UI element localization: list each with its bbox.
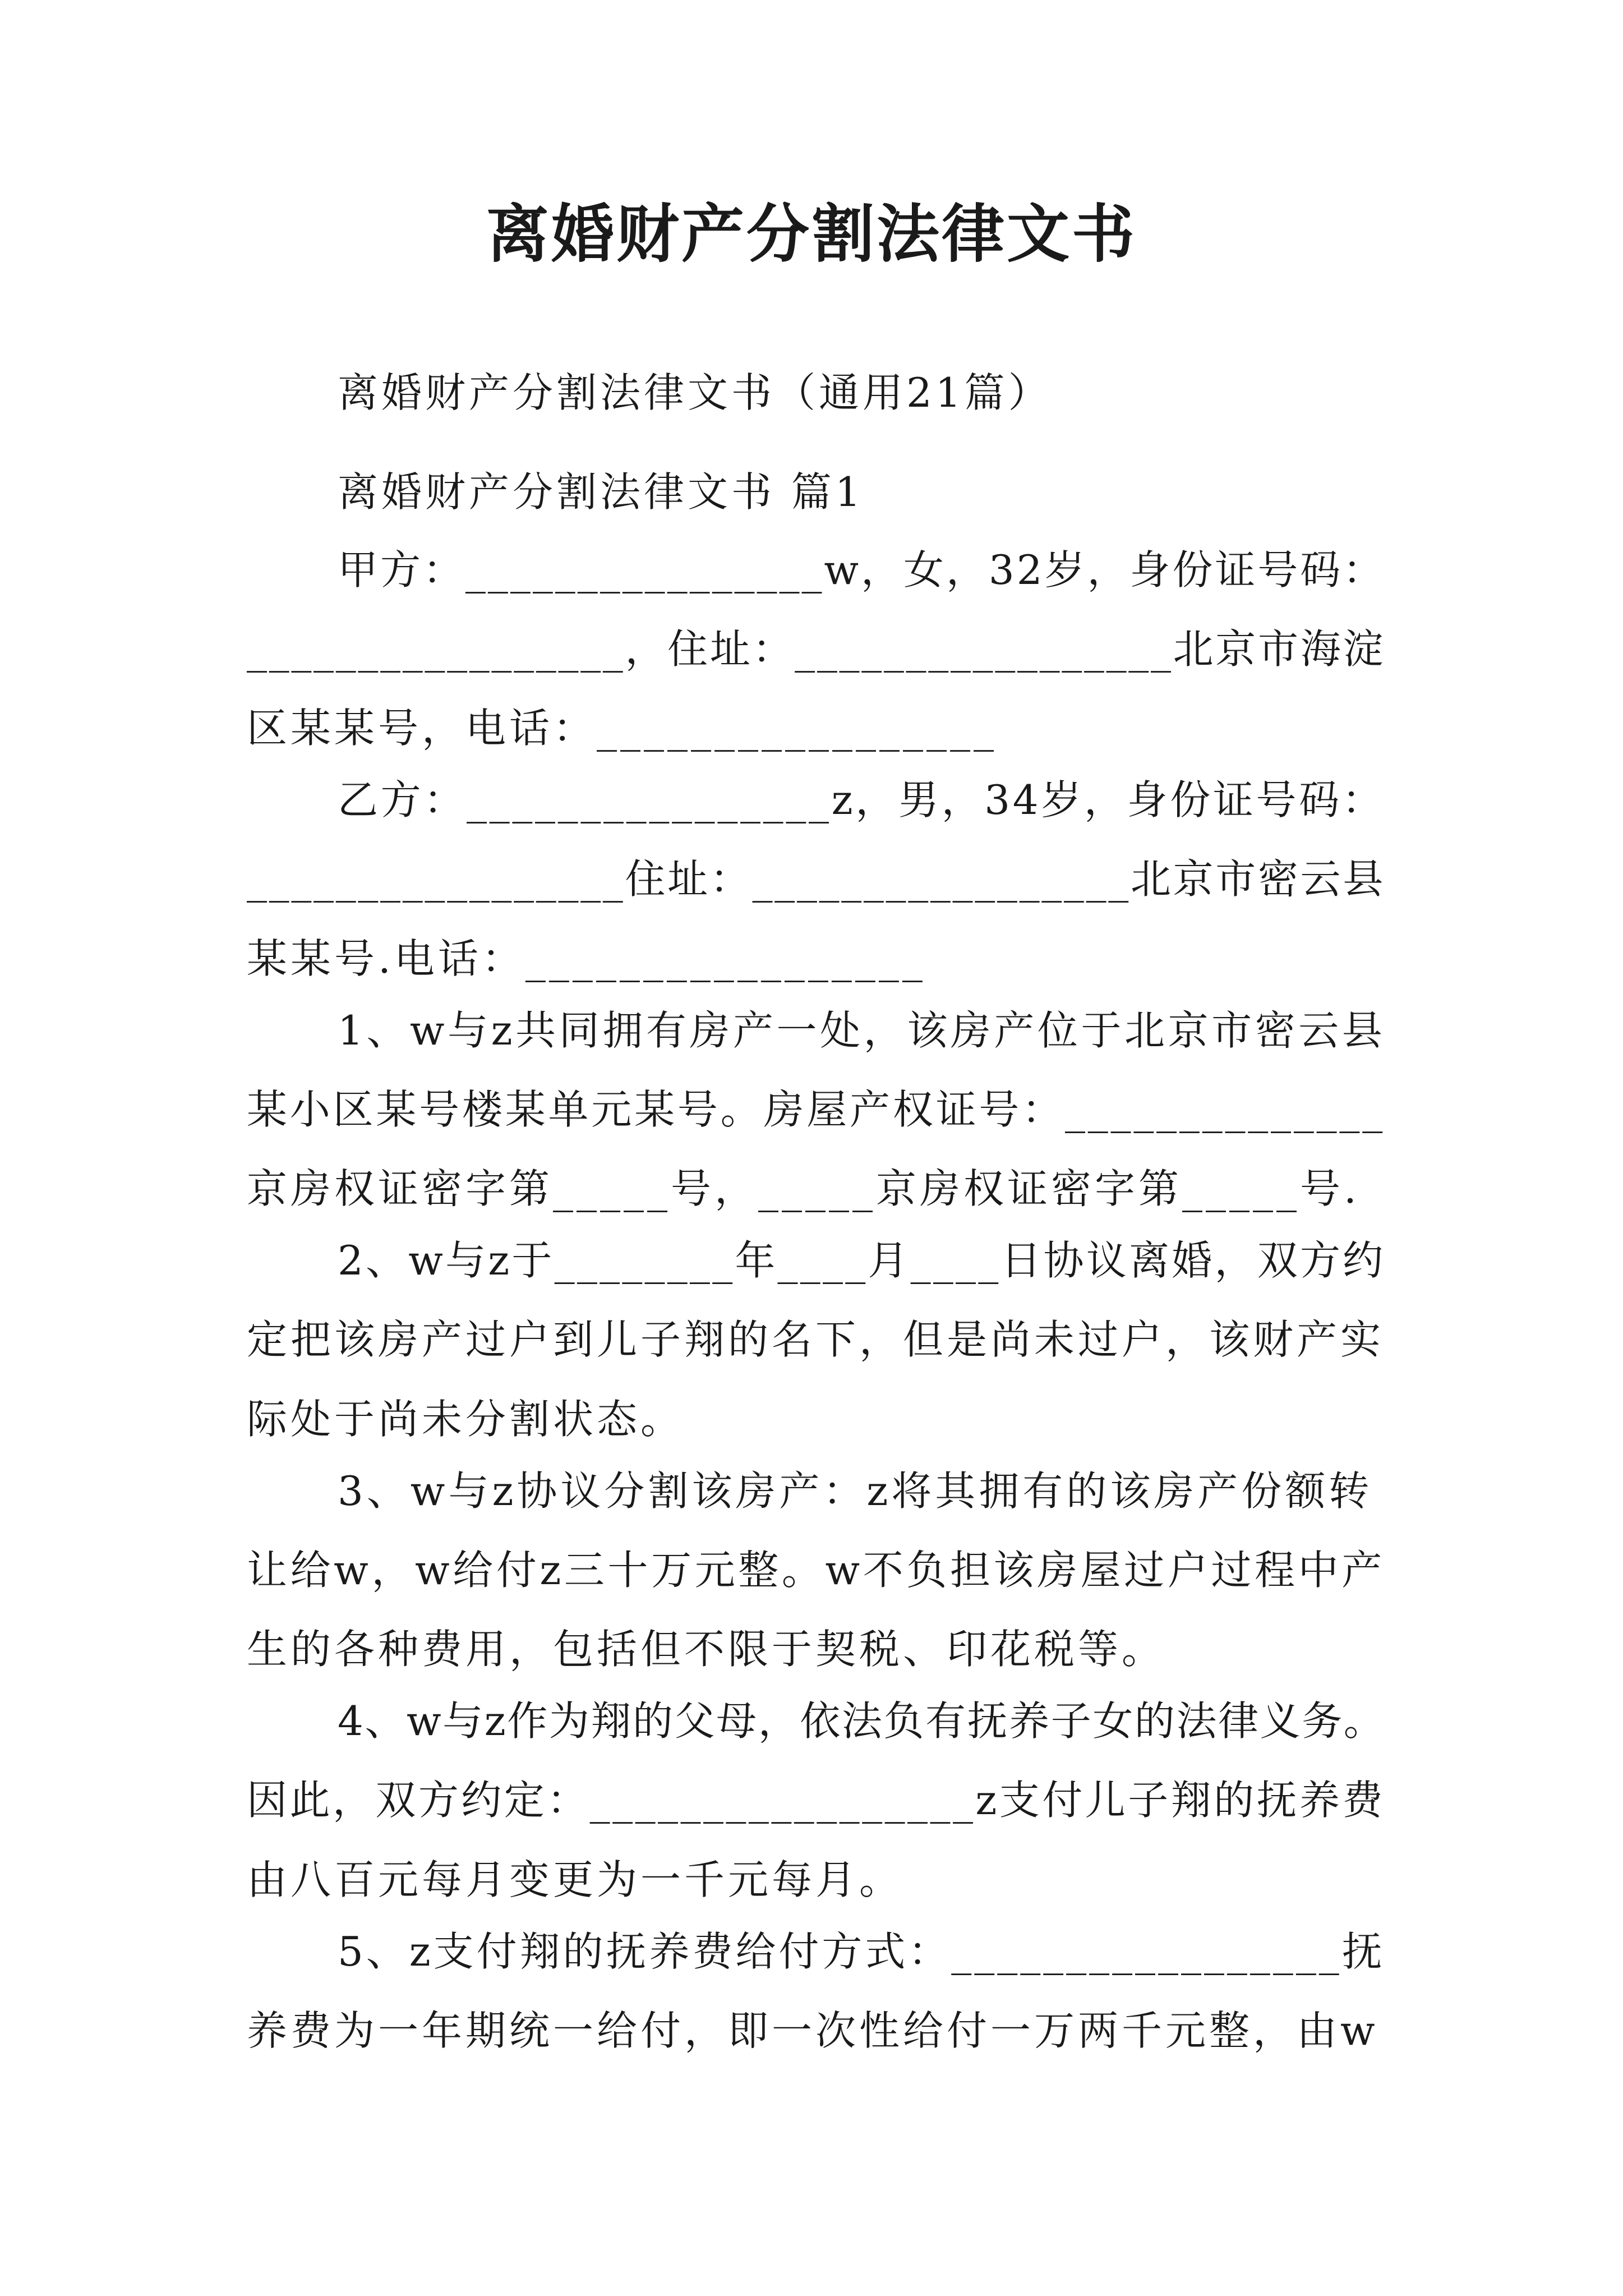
section-heading: 离婚财产分割法律文书 篇1 bbox=[338, 468, 864, 516]
clause-1-line-1: 1、w与z共同拥有房产一处，该房产位于北京市密云县 bbox=[338, 1007, 1386, 1054]
clause-3-line-3: 生的各种费用，包括但不限于契税、印花税等。 bbox=[247, 1626, 1166, 1673]
party-b-line-2: _________________住址：_________________北京市密云县 bbox=[247, 855, 1385, 903]
clause-4-line-1: 4、w与z作为翔的父母，依法负有抚养子女的法律义务。 bbox=[338, 1697, 1386, 1745]
party-a-line-3: 区某某号，电话：_________________ bbox=[247, 705, 998, 752]
clause-3-line-2: 让给w，w给付z三十万元整。w不负担该房屋过户过程中产 bbox=[247, 1547, 1385, 1594]
clause-3-line-1: 3、w与z协议分割该房产：z将其拥有的该房产份额转 bbox=[338, 1467, 1373, 1515]
page-title: 离婚财产分割法律文书 bbox=[486, 197, 1137, 271]
party-a-line-2: _________________，住址：_________________北京市海淀 bbox=[247, 625, 1385, 673]
clause-2-line-3: 际处于尚未分割状态。 bbox=[247, 1396, 685, 1443]
subtitle-line: 离婚财产分割法律文书（通用21篇） bbox=[338, 369, 1052, 416]
clause-5-line-1: 5、z支付翔的抚养费给付方式：_________________抚 bbox=[338, 1928, 1385, 1975]
party-b-line-3: 某某号.电话：_________________ bbox=[247, 935, 926, 982]
clause-4-line-3: 由八百元每月变更为一千元每月。 bbox=[247, 1856, 903, 1903]
party-a-line-1: 甲方：________________w，女，32岁，身份证号码： bbox=[338, 546, 1386, 593]
clause-5-line-2: 养费为一年期统一给付，即一次性给付一万两千元整，由w bbox=[247, 2007, 1378, 2054]
clause-1-line-2: 某小区某号楼某单元某号。房屋产权证号：______________ bbox=[247, 1086, 1386, 1133]
party-b-line-1: 乙方：________________z，男，34岁，身份证号码： bbox=[338, 776, 1385, 823]
clause-2-line-1: 2、w与z于________年____月____日协议离婚，双方约 bbox=[338, 1237, 1386, 1284]
clause-4-line-2: 因此，双方约定：_________________z支付儿子翔的抚养费 bbox=[247, 1777, 1385, 1824]
clause-1-line-3: 京房权证密字第_____号，_____京房权证密字第_____号. bbox=[247, 1165, 1360, 1212]
clause-2-line-2: 定把该房产过户到儿子翔的名下，但是尚未过户，该财产实 bbox=[247, 1316, 1385, 1363]
